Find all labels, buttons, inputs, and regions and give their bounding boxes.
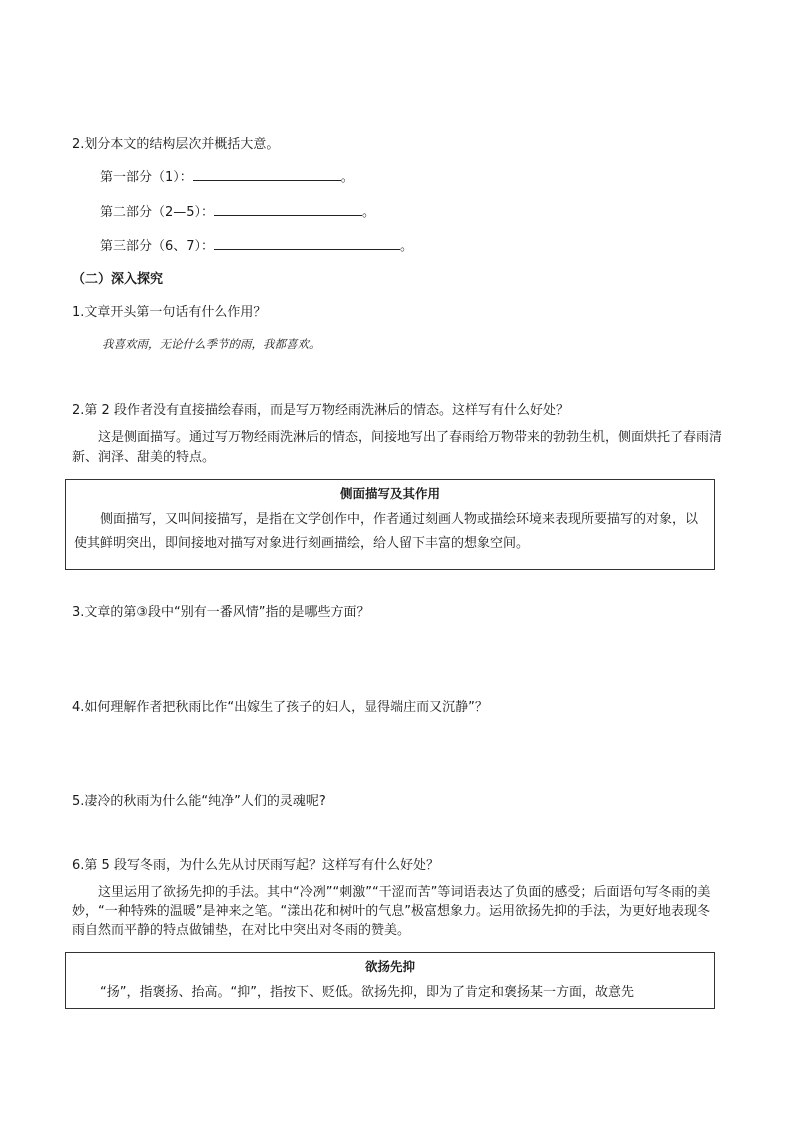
answer-line-part-two bbox=[100, 201, 375, 220]
part-three-end: 。 bbox=[400, 239, 414, 254]
part-one-blank[interactable] bbox=[193, 166, 341, 181]
note-box-title: 侧面描写及其作用 bbox=[339, 486, 440, 501]
note-box-text: 侧面描写，又叫间接描写，是指在文学创作中，作者通过刻画人物或描绘环境来表现所要描写的对象，以使其鲜明突出，即间接地对描写对象进行刻画描绘，给人留下丰富的想象空间。 bbox=[74, 512, 699, 551]
part-two-end: 。 bbox=[362, 205, 376, 220]
question-2: 2.第 2 段作者没有直接描绘春雨，而是写万物经雨洗淋后的情态。这样写有什么好处？ bbox=[72, 403, 569, 418]
answer-1: 我喜欢雨，无论什么季节的雨，我都喜欢。 bbox=[102, 337, 321, 351]
question-6: 6.第 5 段写冬雨，为什么先从讨厌雨写起？这样写有什么好处？ bbox=[72, 858, 439, 873]
answer-2: 这是侧面描写。通过写万物经雨洗淋后的情态，间接地写出了春雨给万物带来的勃勃生机，侧面烘托了春雨清新、润泽、甜美的特点。 bbox=[72, 430, 723, 465]
note-box-title-2: 欲扬先抑 bbox=[364, 959, 415, 974]
question-1: 1.文章开头第一句话有什么作用？ bbox=[72, 305, 267, 320]
part-one-end: 。 bbox=[340, 170, 354, 185]
note-box-text-2: “扬”，指褒扬、抬高。“抑”，指按下、贬低。欲扬先抑，即为了肯定和褒扬某一方面，故意先 bbox=[100, 985, 634, 1000]
answer-6: 这里运用了欲扬先抑的手法。其中“冷冽”“刺激”“干涩而苦”等词语表达了负面的感受；后面语句写冬雨的美妙，“一种特殊的温暖”是神来之笔。“漾出花和树叶的气息”极富想象力。运用欲扬先抑的手法，为更好地表现冬雨自然而平静的特点做铺垫，在对比中突出对冬雨的赞美。 bbox=[72, 885, 711, 938]
question-3: 3.文章的第③段中“别有一番风情”指的是哪些方面？ bbox=[72, 605, 370, 620]
question-4: 4.如何理解作者把秋雨比作“出嫁生了孩子的妇人，显得端庄而又沉静”？ bbox=[72, 700, 488, 715]
part-two-blank[interactable] bbox=[214, 201, 362, 216]
question-2-structure: 2.划分本文的结构层次并概括大意。 bbox=[72, 137, 280, 152]
part-two-label: 第二部分（2—5）： bbox=[100, 205, 215, 220]
answer-line-part-one bbox=[100, 166, 354, 185]
section-heading-deep-inquiry: （二）深入探究 bbox=[72, 272, 164, 287]
note-box-suppress-then-praise bbox=[65, 952, 715, 1009]
part-one-label: 第一部分（1）： bbox=[100, 170, 193, 185]
note-box-side-description bbox=[65, 479, 715, 570]
question-5: 5.凄冷的秋雨为什么能“纯净”人们的灵魂呢? bbox=[72, 794, 326, 809]
part-three-blank[interactable] bbox=[214, 235, 400, 250]
answer-line-part-three bbox=[100, 235, 413, 254]
part-three-label: 第三部分（6、7）： bbox=[100, 239, 215, 254]
